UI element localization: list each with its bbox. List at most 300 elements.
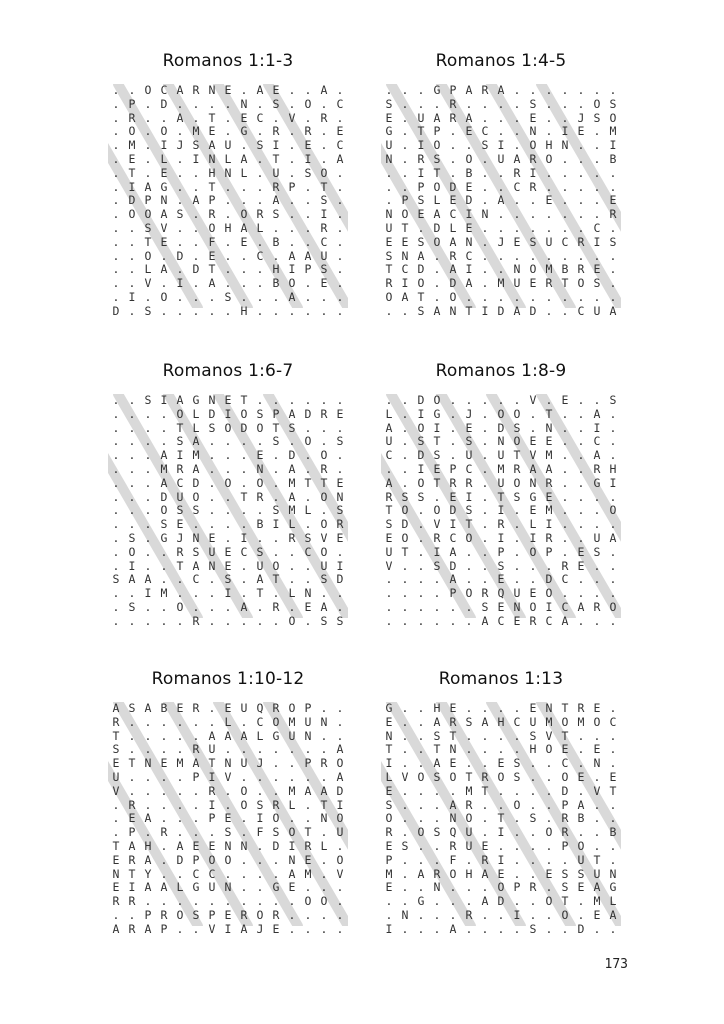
grid-row	[381, 463, 621, 477]
grid-cell: .	[593, 207, 601, 222]
grid-cell: S	[272, 96, 280, 111]
grid-cell: P	[449, 586, 457, 601]
grid-cell: O	[561, 907, 569, 922]
grid-cell: M	[609, 124, 617, 139]
grid-cell: .	[417, 783, 425, 798]
grid-cell: O	[417, 825, 425, 840]
grid-cell: O	[465, 151, 473, 166]
grid-row	[381, 601, 621, 615]
grid-cell: P	[208, 193, 216, 208]
grid-cell: A	[144, 179, 152, 194]
grid-cell: R	[513, 165, 521, 180]
grid-cell: T	[561, 276, 569, 291]
grid-cell: I	[417, 461, 425, 476]
grid-cell: .	[593, 393, 601, 407]
grid-cell: U	[385, 544, 393, 559]
grid-cell: .	[577, 756, 585, 771]
grid-cell: .	[433, 852, 441, 867]
grid-cell: .	[561, 220, 569, 235]
grid-cell: O	[160, 289, 168, 304]
grid-cell: I	[208, 769, 216, 784]
grid-cell: O	[272, 558, 280, 573]
grid-cell: C	[513, 714, 521, 729]
grid-cell: J	[577, 110, 585, 125]
grid-cell: .	[577, 783, 585, 798]
grid-row	[381, 449, 621, 463]
grid-cell: T	[417, 289, 425, 304]
grid-cell: C	[320, 234, 328, 249]
grid-cell: R	[320, 461, 328, 476]
grid-cell: E	[336, 475, 344, 490]
grid-cell: A	[481, 866, 489, 881]
grid-cell: I	[497, 530, 505, 545]
grid-cell: .	[336, 921, 344, 936]
grid-cell: R	[176, 461, 184, 476]
grid-cell: D	[577, 921, 585, 936]
grid-cell: .	[609, 613, 617, 628]
grid-cell: T	[449, 728, 457, 743]
grid-cell: A	[160, 475, 168, 490]
grid-cell: .	[208, 572, 216, 587]
grid-cell: .	[240, 248, 248, 263]
grid-cell: A	[481, 894, 489, 909]
grid-cell: S	[192, 503, 200, 518]
grid-cell: .	[401, 461, 409, 476]
grid-cell: G	[192, 393, 200, 407]
grid-cell: .	[272, 220, 280, 235]
grid-cell: E	[176, 517, 184, 532]
grid-cell: .	[336, 586, 344, 601]
grid-cell: S	[481, 138, 489, 153]
grid-cell: U	[112, 769, 120, 784]
grid-cell: .	[433, 613, 441, 628]
grid-cell: .	[529, 907, 537, 922]
grid-cell: A	[240, 220, 248, 235]
grid-row	[108, 601, 348, 615]
grid-cell: S	[112, 742, 120, 757]
page-number: 173	[604, 957, 628, 972]
grid-cell: O	[561, 714, 569, 729]
grid-cell: A	[385, 420, 393, 435]
grid-cell: .	[545, 220, 553, 235]
grid-cell: .	[176, 96, 184, 111]
grid-cell: .	[481, 742, 489, 757]
grid-cell: S	[513, 769, 521, 784]
puzzle-title: Romanos 1:10-12	[151, 669, 305, 689]
grid-row	[381, 477, 621, 491]
grid-row	[108, 909, 348, 923]
grid-cell: .	[577, 434, 585, 449]
grid-cell: .	[513, 110, 521, 125]
grid-cell: .	[240, 586, 248, 601]
grid-cell: .	[256, 393, 264, 407]
grid-cell: E	[593, 742, 601, 757]
grid-cell: .	[385, 461, 393, 476]
grid-cell: M	[192, 124, 200, 139]
grid-cell: E	[272, 83, 280, 97]
grid-cell: R	[192, 742, 200, 757]
grid-cell: .	[112, 110, 120, 125]
grid-cell: I	[497, 825, 505, 840]
grid-cell: .	[529, 783, 537, 798]
grid-cell: C	[449, 530, 457, 545]
grid-cell: U	[465, 448, 473, 463]
grid-cell: .	[144, 110, 152, 125]
grid-cell: A	[545, 461, 553, 476]
grid-cell: .	[144, 742, 152, 757]
grid-cell: .	[481, 420, 489, 435]
grid-cell: .	[577, 586, 585, 601]
grid-cell: J	[465, 406, 473, 421]
grid-cell: .	[288, 393, 296, 407]
grid-cell: S	[481, 599, 489, 614]
grid-cell: .	[481, 558, 489, 573]
grid-cell: J	[256, 921, 264, 936]
grid-cell: R	[465, 797, 473, 812]
grid-cell: .	[529, 406, 537, 421]
grid-cell: .	[144, 613, 152, 628]
grid-cell: .	[112, 825, 120, 840]
grid-row	[381, 560, 621, 574]
grid-cell: .	[401, 83, 409, 97]
grid-cell: L	[433, 193, 441, 208]
grid-cell: .	[336, 448, 344, 463]
grid-cell: N	[609, 866, 617, 881]
grid-cell: .	[609, 220, 617, 235]
grid-cell: I	[320, 207, 328, 222]
grid-cell: .	[176, 262, 184, 277]
grid-cell: S	[465, 434, 473, 449]
grid-row	[108, 463, 348, 477]
grid-cell: .	[465, 289, 473, 304]
grid-cell: .	[417, 220, 425, 235]
grid-cell: .	[417, 880, 425, 895]
grid-cell: .	[385, 165, 393, 180]
grid-cell: .	[545, 783, 553, 798]
grid-cell: V	[208, 921, 216, 936]
grid-cell: .	[593, 138, 601, 153]
grid-cell: .	[144, 475, 152, 490]
grid-cell: .	[208, 599, 216, 614]
grid-cell: .	[561, 289, 569, 304]
grid-cell: .	[160, 742, 168, 757]
grid-cell: .	[256, 124, 264, 139]
grid-cell: A	[160, 207, 168, 222]
grid-row	[108, 222, 348, 236]
grid-cell: .	[288, 894, 296, 909]
grid-row	[108, 881, 348, 895]
grid-cell: V	[545, 728, 553, 743]
grid-cell: T	[128, 866, 136, 881]
grid-cell: E	[304, 599, 312, 614]
grid-cell: O	[529, 544, 537, 559]
grid-cell: D	[160, 96, 168, 111]
grid-cell: S	[593, 110, 601, 125]
grid-cell: S	[401, 838, 409, 853]
grid-cell: .	[288, 756, 296, 771]
grid-cell: .	[144, 769, 152, 784]
grid-cell: C	[336, 138, 344, 153]
grid-cell: N	[529, 124, 537, 139]
grid-cell: I	[288, 262, 296, 277]
grid-cell: A	[128, 572, 136, 587]
grid-cell: P	[385, 852, 393, 867]
grid-cell: R	[192, 83, 200, 97]
grid-row	[381, 615, 621, 629]
grid-cell: .	[481, 880, 489, 895]
grid-cell: H	[224, 220, 232, 235]
grid-row	[108, 291, 348, 305]
grid-cell: .	[192, 921, 200, 936]
grid-cell: E	[545, 489, 553, 504]
grid-cell: .	[240, 179, 248, 194]
grid-cell: E	[561, 742, 569, 757]
grid-cell: E	[609, 193, 617, 208]
grid-cell: I	[336, 558, 344, 573]
grid-cell: .	[561, 461, 569, 476]
grid-cell: .	[529, 797, 537, 812]
grid-cell: S	[529, 234, 537, 249]
grid-row	[381, 909, 621, 923]
grid-cell: O	[128, 124, 136, 139]
grid-cell: P	[449, 461, 457, 476]
grid-row	[381, 504, 621, 518]
grid-cell: .	[513, 742, 521, 757]
grid-cell: .	[545, 83, 553, 97]
grid-cell: V	[336, 866, 344, 881]
grid-cell: .	[112, 586, 120, 601]
grid-cell: V	[529, 393, 537, 407]
grid-cell: .	[609, 276, 617, 291]
grid-cell: .	[336, 207, 344, 222]
grid-cell: .	[433, 262, 441, 277]
grid-cell: O	[513, 797, 521, 812]
grid-cell: O	[545, 586, 553, 601]
grid-cell: .	[112, 599, 120, 614]
grid-cell: U	[320, 248, 328, 263]
grid-cell: A	[609, 303, 617, 318]
grid-cell: .	[112, 448, 120, 463]
grid-cell: C	[176, 475, 184, 490]
grid-cell: G	[160, 530, 168, 545]
grid-cell: .	[577, 220, 585, 235]
grid-cell: S	[417, 489, 425, 504]
grid-cell: M	[385, 866, 393, 881]
grid-cell: .	[144, 96, 152, 111]
grid-cell: .	[176, 728, 184, 743]
grid-cell: .	[112, 393, 120, 407]
grid-cell: S	[385, 797, 393, 812]
grid-cell: .	[224, 461, 232, 476]
grid-cell: .	[144, 289, 152, 304]
grid-cell: N	[192, 530, 200, 545]
grid-cell: .	[160, 769, 168, 784]
grid-cell: .	[192, 276, 200, 291]
grid-cell: .	[288, 151, 296, 166]
grid-cell: .	[385, 572, 393, 587]
grid-cell: E	[385, 110, 393, 125]
grid-cell: D	[240, 420, 248, 435]
grid-cell: .	[224, 489, 232, 504]
grid-row	[381, 587, 621, 601]
grid-cell: S	[385, 248, 393, 263]
grid-cell: .	[128, 907, 136, 922]
grid-cell: .	[224, 179, 232, 194]
grid-cell: I	[240, 530, 248, 545]
grid-cell: A	[320, 599, 328, 614]
grid-cell: .	[128, 769, 136, 784]
grid-row	[108, 125, 348, 139]
grid-cell: .	[176, 866, 184, 881]
grid-cell: .	[336, 599, 344, 614]
grid-cell: D	[176, 852, 184, 867]
grid-cell: .	[240, 475, 248, 490]
grid-cell: A	[144, 880, 152, 895]
grid-cell: .	[401, 825, 409, 840]
grid-cell: S	[609, 96, 617, 111]
grid-cell: R	[320, 756, 328, 771]
grid-cell: S	[304, 530, 312, 545]
grid-cell: .	[401, 179, 409, 194]
grid-cell: H	[497, 714, 505, 729]
grid-cell: .	[449, 894, 457, 909]
grid-cell: O	[577, 838, 585, 853]
grid-cell: .	[401, 811, 409, 826]
grid-cell: .	[192, 894, 200, 909]
grid-cell: .	[577, 517, 585, 532]
grid-cell: T	[561, 728, 569, 743]
grid-cell: .	[272, 248, 280, 263]
grid-cell: N	[401, 907, 409, 922]
grid-cell: O	[128, 544, 136, 559]
grid-cell: A	[160, 448, 168, 463]
grid-cell: .	[192, 289, 200, 304]
grid-cell: .	[304, 276, 312, 291]
letter-grid	[108, 701, 348, 936]
grid-cell: E	[128, 151, 136, 166]
grid-cell: .	[224, 276, 232, 291]
grid-cell: E	[208, 248, 216, 263]
grid-cell: T	[433, 434, 441, 449]
grid-cell: .	[128, 475, 136, 490]
grid-cell: A	[449, 234, 457, 249]
grid-cell: I	[529, 165, 537, 180]
grid-cell: .	[128, 489, 136, 504]
grid-cell: .	[224, 124, 232, 139]
grid-cell: .	[304, 179, 312, 194]
grid-cell: N	[385, 207, 393, 222]
grid-cell: .	[336, 110, 344, 125]
grid-cell: .	[417, 838, 425, 853]
grid-row	[108, 181, 348, 195]
grid-cell: P	[561, 838, 569, 853]
grid-cell: U	[497, 448, 505, 463]
grid-cell: .	[288, 544, 296, 559]
grid-cell: M	[160, 586, 168, 601]
grid-cell: .	[272, 289, 280, 304]
grid-cell: A	[385, 475, 393, 490]
grid-cell: E	[497, 866, 505, 881]
grid-cell: G	[192, 880, 200, 895]
grid-row	[108, 785, 348, 799]
grid-cell: .	[160, 838, 168, 853]
grid-cell: .	[465, 558, 473, 573]
grid-row	[381, 812, 621, 826]
grid-cell: G	[433, 83, 441, 97]
grid-cell: D	[304, 406, 312, 421]
grid-cell: .	[577, 289, 585, 304]
grid-cell: D	[545, 572, 553, 587]
grid-row	[108, 518, 348, 532]
grid-cell: .	[272, 530, 280, 545]
grid-cell: .	[192, 220, 200, 235]
grid-cell: .	[336, 179, 344, 194]
grid-cell: E	[304, 852, 312, 867]
grid-row	[381, 208, 621, 222]
grid-cell: S	[144, 393, 152, 407]
grid-cell: .	[208, 303, 216, 318]
grid-cell: O	[240, 207, 248, 222]
grid-cell: .	[336, 276, 344, 291]
grid-cell: R	[128, 797, 136, 812]
grid-cell: .	[320, 138, 328, 153]
grid-cell: J	[256, 756, 264, 771]
grid-cell: .	[144, 503, 152, 518]
grid-cell: .	[593, 83, 601, 97]
grid-cell: .	[240, 811, 248, 826]
grid-cell: T	[465, 303, 473, 318]
grid-cell: S	[256, 544, 264, 559]
grid-cell: .	[256, 894, 264, 909]
grid-cell: .	[577, 193, 585, 208]
grid-cell: .	[529, 220, 537, 235]
grid-cell: D	[497, 894, 505, 909]
grid-cell: .	[144, 420, 152, 435]
grid-cell: S	[385, 517, 393, 532]
grid-cell: .	[112, 475, 120, 490]
grid-cell: .	[609, 811, 617, 826]
grid-cell: .	[577, 151, 585, 166]
grid-cell: .	[112, 558, 120, 573]
grid-cell: A	[240, 728, 248, 743]
grid-cell: .	[481, 110, 489, 125]
grid-cell: .	[224, 613, 232, 628]
grid-cell: E	[529, 434, 537, 449]
grid-cell: R	[160, 825, 168, 840]
grid-cell: E	[465, 420, 473, 435]
grid-cell: R	[272, 124, 280, 139]
grid-cell: .	[128, 517, 136, 532]
grid-cell: D	[401, 517, 409, 532]
grid-cell: D	[497, 420, 505, 435]
grid-cell: .	[561, 434, 569, 449]
grid-cell: .	[593, 165, 601, 180]
grid-cell: .	[336, 894, 344, 909]
grid-cell: P	[561, 797, 569, 812]
grid-cell: .	[513, 544, 521, 559]
grid-cell: N	[545, 701, 553, 715]
grid-cell: .	[192, 234, 200, 249]
grid-cell: .	[320, 742, 328, 757]
grid-cell: .	[272, 586, 280, 601]
grid-cell: .	[481, 544, 489, 559]
grid-cell: A	[192, 558, 200, 573]
grid-cell: .	[401, 866, 409, 881]
grid-cell: .	[465, 921, 473, 936]
grid-cell: N	[497, 434, 505, 449]
grid-cell: .	[609, 797, 617, 812]
grid-cell: .	[144, 124, 152, 139]
